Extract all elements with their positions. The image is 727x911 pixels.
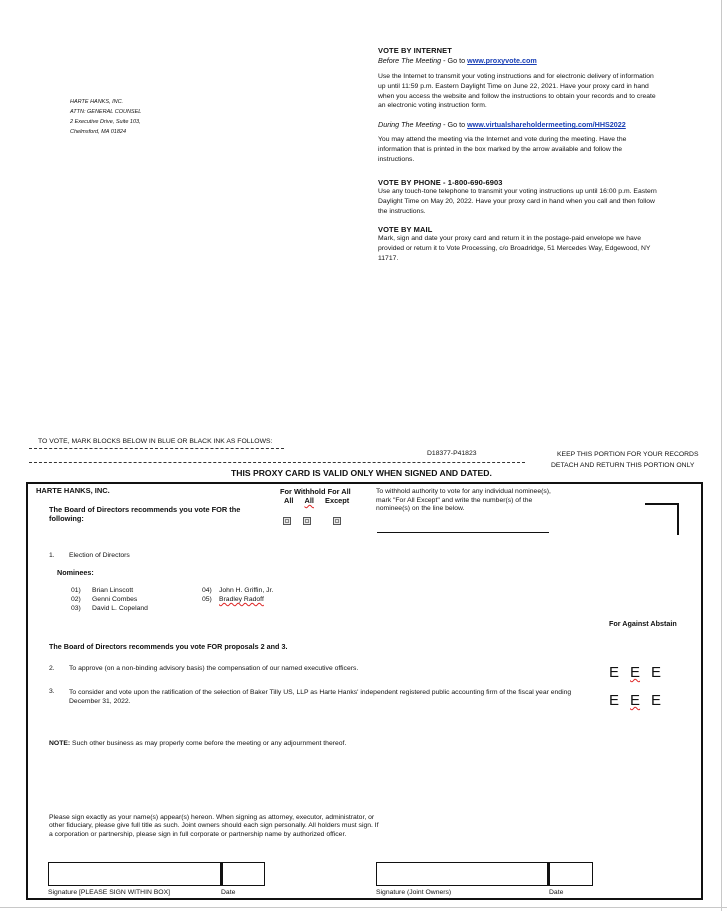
valid-notice: THIS PROXY CARD IS VALID ONLY WHEN SIGNED AND DATED. [231,468,492,478]
item-3-against-box[interactable]: E [630,692,641,709]
nominee-row [71,604,148,613]
address-line: HARTE HANKS, INC. [70,99,124,105]
keep-portion-note: KEEP THIS PORTION FOR YOUR RECORDS [557,451,699,458]
cut-line [29,462,525,463]
withhold-note: To withhold authority to vote for any individual nominee(s), mark "For All Except" and write the number(s) of the nominee(s) on the line below. [376,488,551,513]
mark-instruction: TO VOTE, MARK BLOCKS BELOW IN BLUE OR BLACK INK AS FOLLOWS: [38,438,273,445]
proxyvote-link[interactable]: www.proxyvote.com [467,56,537,65]
note-text: Such other business as may properly come before the meeting or any adjournment thereof. [70,740,347,747]
item-3-abstain-box[interactable]: E [651,692,662,709]
checkbox-for-all[interactable] [283,517,291,525]
nominee-number: 01) [71,587,81,594]
election-col-header-2 [284,496,349,505]
cut-line-top [29,448,284,449]
before-meeting-text: Use the Internet to transmit your voting instructions and for electronic delivery of information up until 11:59 p.m. Eastern Daylight Time on June 22, 2021. Have your proxy card in hand when you access the website and follow the instructions to obtain your records and to create an electronic voting instruction form. [378,73,656,110]
during-meeting-line [378,120,658,129]
before-meeting-label: Before The Meeting [378,56,442,65]
vote-phone-text: Use any touch-tone telephone to transmit your voting instructions up until 16:00 p.m. Eastern Daylight Time on May 20, 2022. Have your proxy card in hand when you call and then follow the instructions. [378,188,657,215]
detach-note: DETACH AND RETURN THIS PORTION ONLY [551,462,695,469]
address-line: Chelmsford, MA 01824 [70,129,127,135]
board-recommendation: The Board of Directors recommends you vote FOR the following: [49,505,241,523]
joint-signature-label: Signature (Joint Owners) [376,889,452,896]
nominee-number: 02) [71,596,81,603]
col-for-all: For All [327,487,351,496]
during-meeting-sep: - Go to [441,120,468,130]
col-for: For [280,487,292,496]
joint-date-box[interactable] [548,862,593,886]
control-code: D18377-P41823 [427,450,477,457]
during-meeting-label: During The Meeting [378,120,442,130]
board-recommendation-2: The Board of Directors recommends you vote FOR proposals 2 and 3. [49,642,288,651]
vote-mail-heading: VOTE BY MAIL [378,225,433,234]
item-3-for-box[interactable]: E [609,692,620,709]
address-line: 2 Executive Drive, Suite 103, [70,119,141,125]
nominees-right [202,586,273,604]
date-box[interactable] [221,862,265,886]
nominee-number: 04) [202,587,212,594]
item-2-against-box[interactable]: E [630,664,641,681]
vote-mail-text: Mark, sign and date your proxy card and return it in the postage-paid envelope we have provided or return it to Vote Processing, c/o Broadridge, 51 Mercedes Way, Edgewood, NY 11717. [378,235,651,262]
except-write-line[interactable] [377,532,549,533]
item-3-text: To consider and vote upon the ratification of the selection of Baker Tilly US, LLP as Harte Hanks' independent registered public accounting firm of the fiscal year ending December 31, 2022. [69,689,572,705]
nominees-label: Nominees: [57,568,94,577]
item-1-text: Election of Directors [69,552,130,559]
virtual-meeting-link[interactable]: www.virtualshareholdermeeting.com/HHS2022 [467,120,626,130]
during-meeting-text: You may attend the meeting via the Internet and vote during the meeting. Have the information that is printed in the box marked by the arrow available and follow the instructions. [378,136,627,163]
nominees-left [71,586,148,613]
vote-phone-heading: VOTE BY PHONE - 1-800-690-6903 [378,178,503,187]
before-meeting-sep: - Go to [441,56,468,65]
nominee-row [71,595,148,604]
signature-box[interactable] [48,862,221,886]
nominee-number: 05) [202,596,212,603]
before-meeting-line [378,56,658,65]
vote-mail-section [378,225,658,263]
col-except: Except [325,496,350,505]
mailing-address [70,97,141,137]
nominee-row [202,595,273,604]
vote-phone-section [378,178,658,216]
nominee-name: Bradley Radoff [219,596,264,603]
page-bottom-edge [0,907,727,908]
nominee-name: David L. Copeland [92,605,148,612]
checkbox-for-all-except[interactable] [333,517,341,525]
col-all-2: All [304,496,314,505]
item-2-number: 2. [49,665,55,672]
nominee-number: 03) [71,605,81,612]
col-withhold: Withhold [293,487,326,496]
page-right-edge [721,0,722,911]
item-1-number: 1. [49,552,55,559]
nominee-name: Genni Combes [92,596,138,603]
item-3-number: 3. [49,688,55,695]
arrow-corner-marker [645,503,679,535]
company-name: HARTE HANKS, INC. [36,486,110,495]
nominee-name: John H. Griffin, Jr. [219,587,274,594]
election-col-header-1 [280,487,351,496]
col-all-1: All [284,496,294,505]
vote-column-header: For Against Abstain [609,619,677,628]
vote-internet-section [378,46,658,165]
date-label: Date [221,889,236,896]
item-2-abstain-box[interactable]: E [651,664,662,681]
nominee-row [71,586,148,595]
nominee-name: Brian Linscott [92,587,134,594]
checkbox-withhold-all[interactable] [303,517,311,525]
item-2-text: To approve (on a non-binding advisory basis) the compensation of our named executive officers. [69,665,359,672]
nominee-row [202,586,273,595]
signature-label: Signature [PLEASE SIGN WITHIN BOX] [48,889,171,896]
note-label: NOTE: [49,740,71,747]
address-line: ATTN: GENERAL COUNSEL [70,109,142,115]
joint-signature-box[interactable] [376,862,548,886]
note [49,740,346,747]
joint-date-label: Date [549,889,564,896]
item-2-for-box[interactable]: E [609,664,620,681]
vote-internet-heading: VOTE BY INTERNET [378,46,452,55]
signing-instructions: Please sign exactly as your name(s) appear(s) hereon. When signing as attorney, executor, administrator, or other fiduciary, please give full title as such. Joint owners should each sign personally. All holders must sign. If a corporation or partnership, please sign in full corporate or partnership name by authorized officer. [49,814,379,838]
